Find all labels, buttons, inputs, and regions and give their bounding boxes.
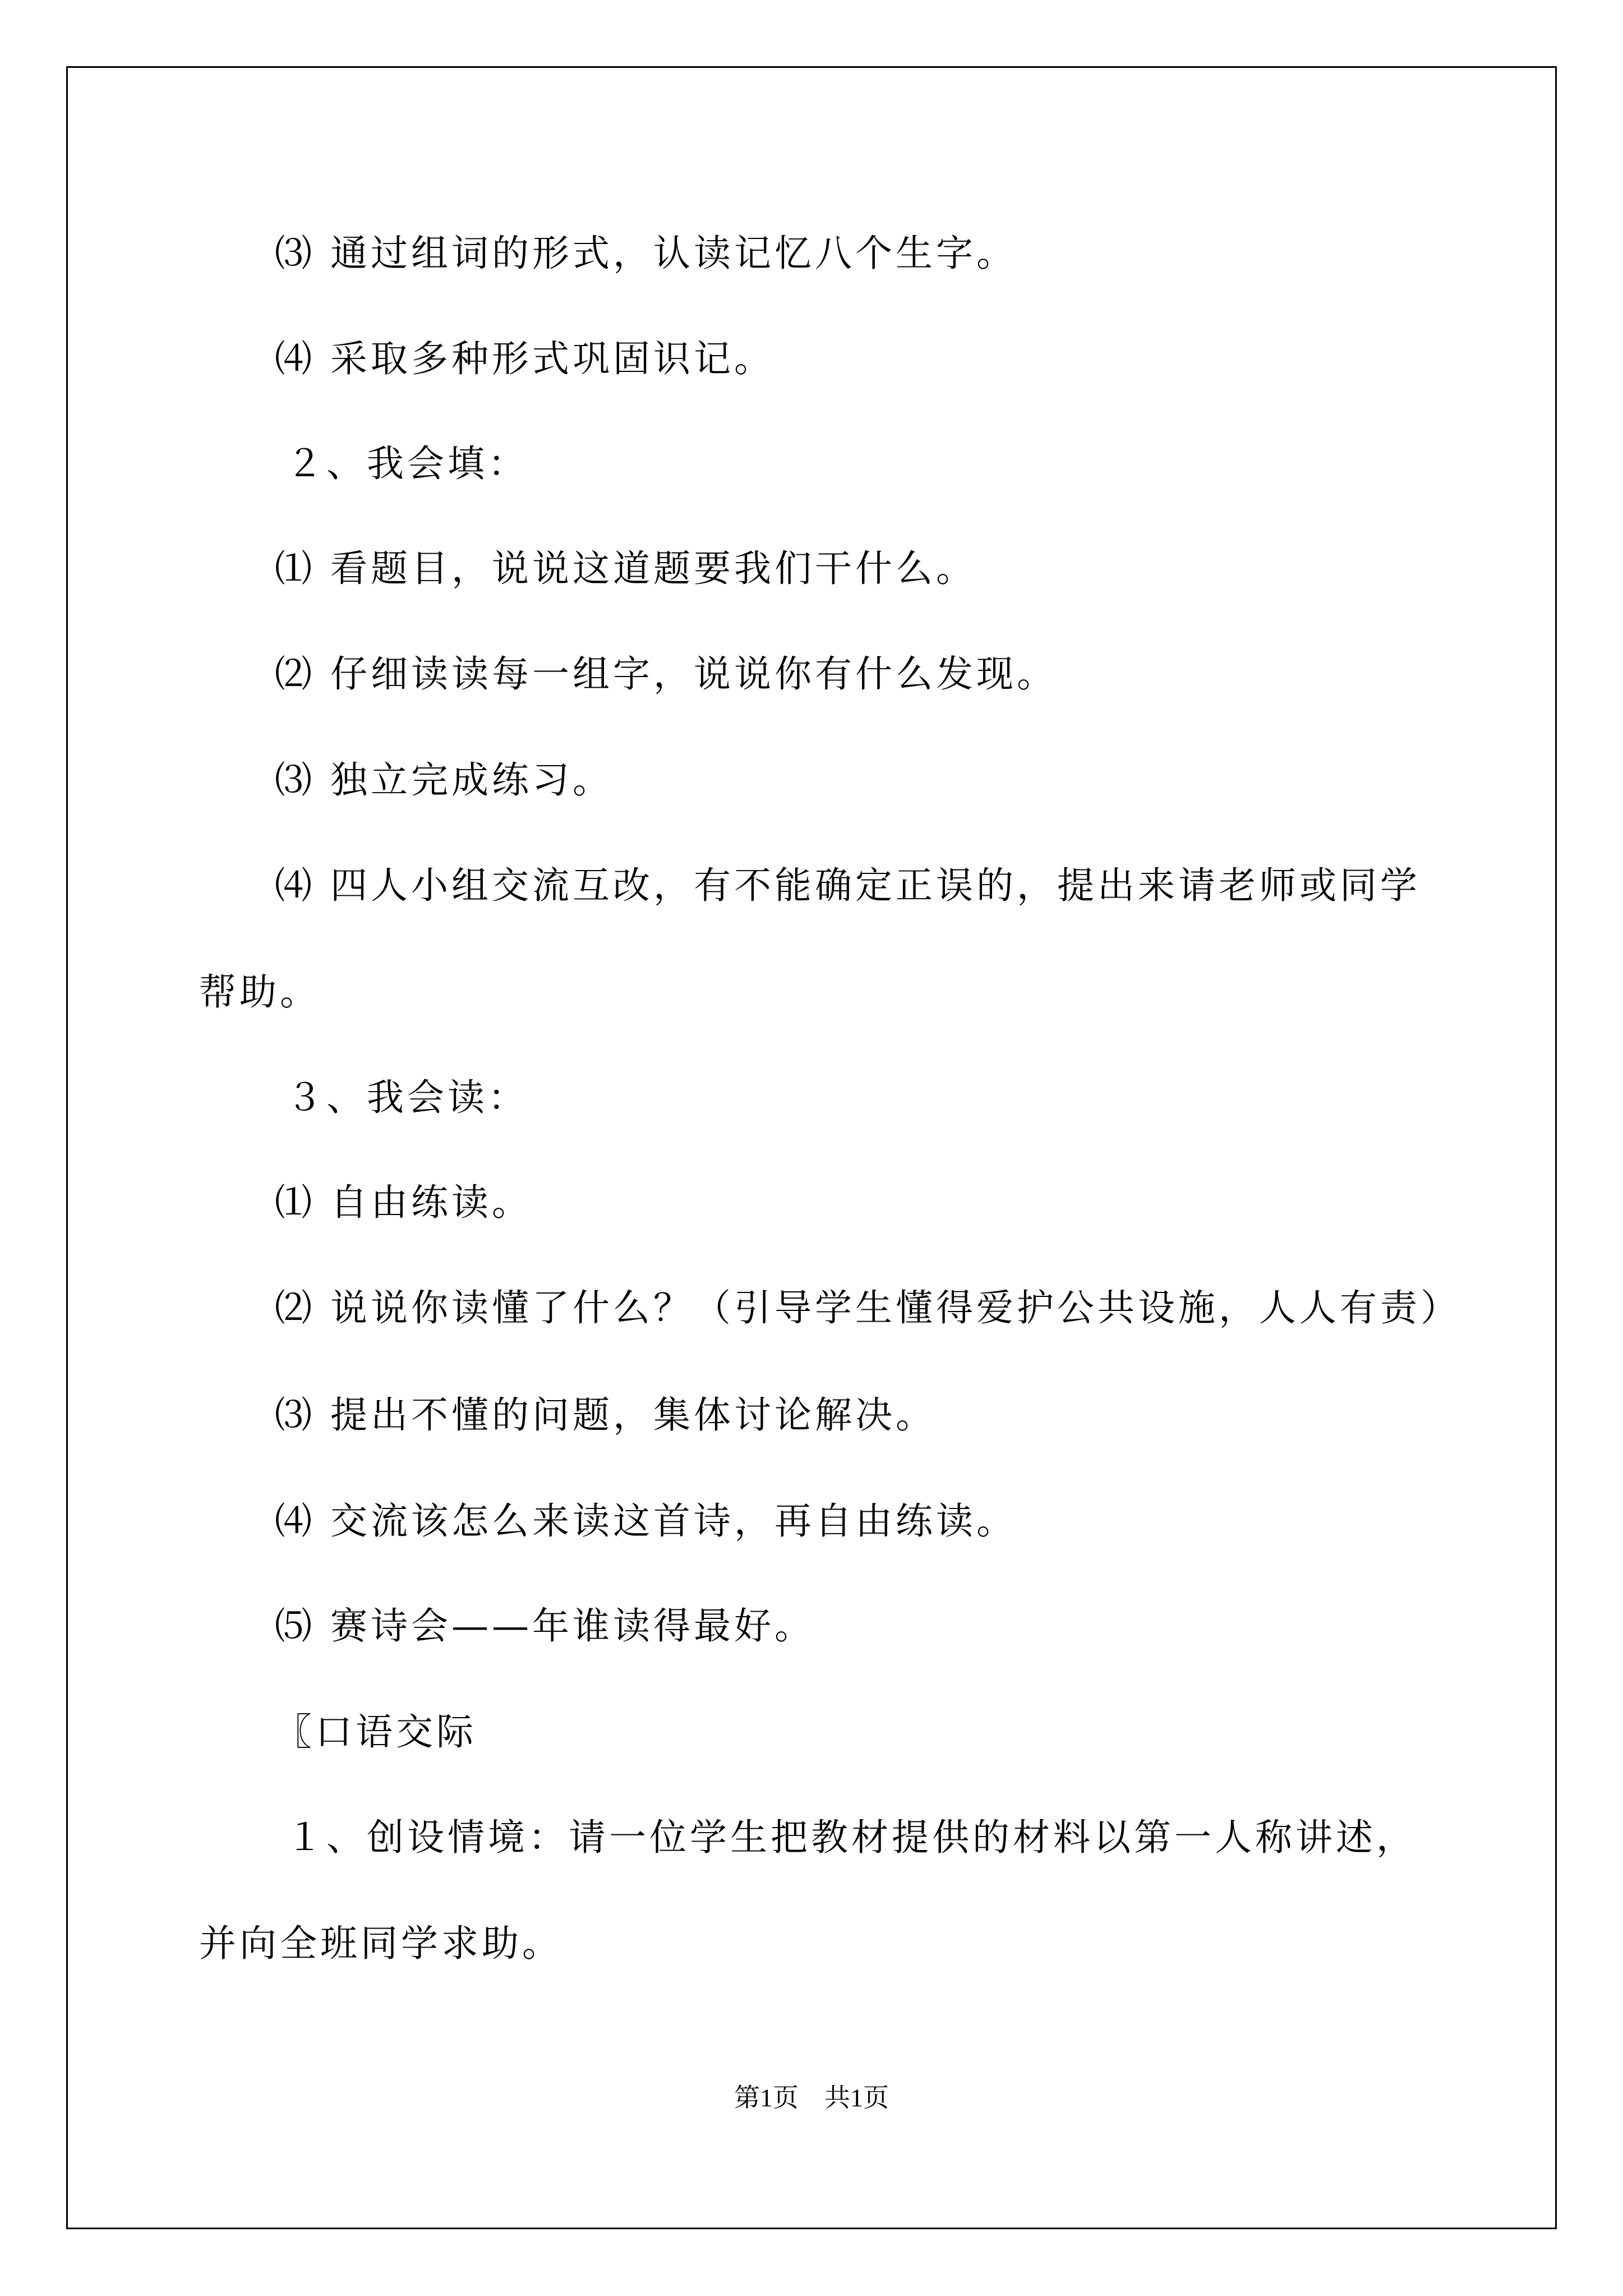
page-footer: 第1页 共1页 (734, 2083, 889, 2112)
text-line-10: ⑴ 自由练读。 (275, 1181, 532, 1224)
page-border (66, 66, 1557, 2229)
text-line-9: ３、我会读： (286, 1076, 528, 1119)
text-line-16: １、创设情境：请一位学生把教材提供的材料以第一人称讲述， (286, 1816, 1417, 1859)
text-line-11: ⑵ 说说你读懂了什么？（引导学生懂得爱护公共设施，人人有责） (275, 1286, 1461, 1329)
text-line-8: 帮助。 (199, 970, 320, 1014)
text-line-14: ⑸ 赛诗会——年谁读得最好。 (275, 1604, 815, 1648)
text-line-17: 并向全班同学求助。 (199, 1922, 562, 1965)
text-line-13: ⑷ 交流该怎么来读这首诗，再自由练读。 (275, 1499, 1017, 1543)
text-line-15: 〖口语交际 (275, 1710, 477, 1754)
text-line-3: ２、我会填： (286, 442, 528, 485)
text-line-12: ⑶ 提出不懂的问题，集体讨论解决。 (275, 1393, 936, 1437)
text-line-4: ⑴ 看题目，说说这道题要我们干什么。 (275, 547, 976, 590)
text-line-1: ⑶ 通过组词的形式，认读记忆八个生字。 (275, 232, 1017, 275)
text-line-2: ⑷ 采取多种形式巩固识记。 (275, 337, 774, 380)
text-line-7: ⑷ 四人小组交流互改，有不能确定正误的，提出来请老师或同学 (275, 864, 1421, 907)
text-line-6: ⑶ 独立完成练习。 (275, 758, 613, 802)
text-line-5: ⑵ 仔细读读每一组字，说说你有什么发现。 (275, 652, 1057, 696)
